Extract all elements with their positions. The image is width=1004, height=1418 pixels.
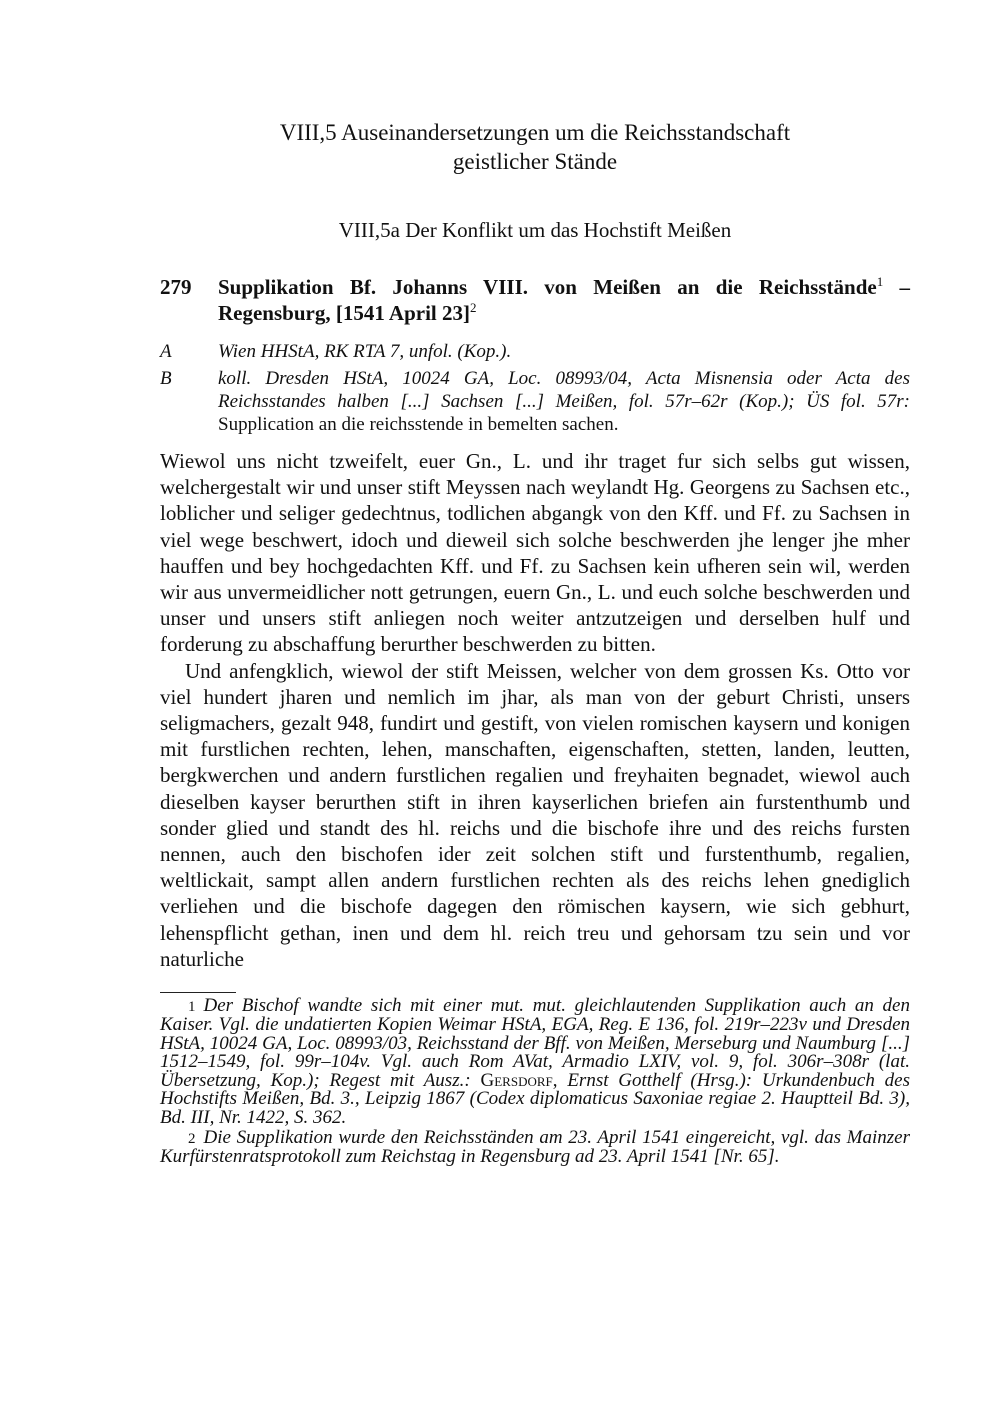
footnote-text-cont: Ernst Gotthelf (Hrsg.): Urkundenbuch des Hochstifts Meißen, Bd. 3., Leipzig 1867 (Codex diplomaticus Saxoniae regiae 2. Hauptteil Bd. 3), Bd. III, Nr. 1422, S. 362. (160, 1069, 910, 1128)
document-title-main: Supplikation Bf. Johanns VIII. von Meißen an die Reichsstände (218, 275, 877, 299)
source-heading-quote: Supplication an die reichsstende in bemelten sachen. (218, 414, 619, 435)
footnote-ref-1[interactable]: 1 (876, 274, 884, 289)
chapter-title-line1: VIII,5 Auseinandersetzungen um die Reichsstandschaft (279, 120, 791, 145)
document-number: 279 (160, 275, 192, 299)
footnote-divider (160, 992, 236, 993)
source-citation: koll. Dresden HStA, 10024 GA, Loc. 08993/04, Acta Misnensia oder Acta des Reichsstandes halben [...] Sachsen [...] Meißen, fol. 57r–62r (Kop.); ÜS fol. 57r: (218, 368, 910, 412)
footnote-mark: 2 (188, 1130, 196, 1147)
source-a (160, 340, 910, 363)
footnote-1 (160, 997, 910, 1127)
footnote-text: Die Supplikation wurde den Reichsständen am 23. April 1541 eingereicht, vgl. das Mainzer Kurfürstenratsprotokoll zum Reichstag in Regensburg ad 23. April 1541 [Nr. 65]. (160, 1126, 910, 1168)
footnote-ref-2[interactable]: 2 (470, 300, 477, 315)
footnote-text: Der Bischof wandte sich mit einer mut. mut. gleichlautenden Supplikation auch an den Kaiser. Vgl. die undatierten Kopien Weimar HStA, EGA, Reg. E 136, fol. 219r–223v und Dresden HStA, 10024 GA, Loc. 08993/03, Reichsstand der Bff. von Meißen, Merseburg und Naumburg [...] 1512–1549, fol. 99r–104v. Vgl. auch Rom AVat, Armadio LXIV, vol. 9, fol. 306r–308r (lat. Übersetzung, Kop.); Regest mit Ausz.: (160, 995, 910, 1091)
source-text: Wien HHStA, RK RTA 7, unfol. (Kop.). (218, 341, 512, 362)
source-list (160, 340, 910, 436)
footnote-2 (160, 1126, 910, 1168)
footnote-author: Gersdorf, (480, 1069, 558, 1091)
source-siglum: B (160, 368, 172, 389)
source-b (160, 367, 910, 436)
body-paragraph-2: Und anfengklich, wiewol der stift Meissen, welcher von dem grossen Ks. Otto vor viel hundert jharen und nemlich im jhar, als man von der geburt Christi, unsers seligmachers, gezalt 948, fundirt und gestift, von vielen romischen kaysern und konigen mit furstlichen rechten, lehen, manschaften, eigenschaften, stetten, landen, leutten, bergkwerchen und andern furstlichen regalien und freyhaiten begnadet, wiewol auch dieselben kayser berurthen stift in ihren kayserlichen briefen ain furstenthumb und sonder glied und standt des hl. reichs und die bischofe ihre und des reichs fursten nennen, auch den bischofen ider zeit solchen stift und furstenthumb, regalien, weltlickait, sampt allen andern furstlichen rechten als des reichs lehen gnediglich verliehen und die bischofe dagegen den römischen kaysern, wie sich gebhurt, lehenspflicht gethan, inen und dem hl. reich treu und gehorsam tzu sein und vor naturliche (160, 658, 910, 971)
document-title (218, 274, 910, 326)
source-text (218, 367, 910, 436)
footnote-mark: 1 (188, 999, 196, 1016)
footnotes (160, 997, 910, 1167)
document-title-place-date: – Regensburg, [1541 April 23] (218, 275, 911, 325)
page (160, 118, 910, 1169)
section-subtitle: VIII,5a Der Konflikt um das Hochstift Meißen (338, 218, 732, 242)
body-paragraph-1: Wiewol uns nicht tzweifelt, euer Gn., L. und ihr traget fur sich selbs gut wissen, welchergestalt wir und unser stift Meyssen nach weylandt Hg. Georgens zu Sachsen etc., loblicher und seliger gedechtnus, todlichen abgangk von den Kff. und Ff. zu Sachsen in viel wege beschwert, idoch und dieweil sich solche beschwerden jhe lenger jhe mher hauffen und bey hochgedachten Kff. und Ff. zu Sachsen kein ufheren sein wil, werden wir aus unvermeidlicher nott getrungen, euern Gn., L. und euch solche beschwerden und unser und unsers stift anliegen noch weiter antzutzeigen und derselben hulf und forderung zu abschaffung berurther beschwerden zu bitten. (160, 449, 910, 657)
document-body (160, 448, 910, 972)
source-siglum: A (160, 341, 172, 362)
chapter-title-line2: geistlicher Stände (452, 149, 618, 174)
chapter-title (160, 118, 910, 176)
document-heading (160, 274, 910, 326)
